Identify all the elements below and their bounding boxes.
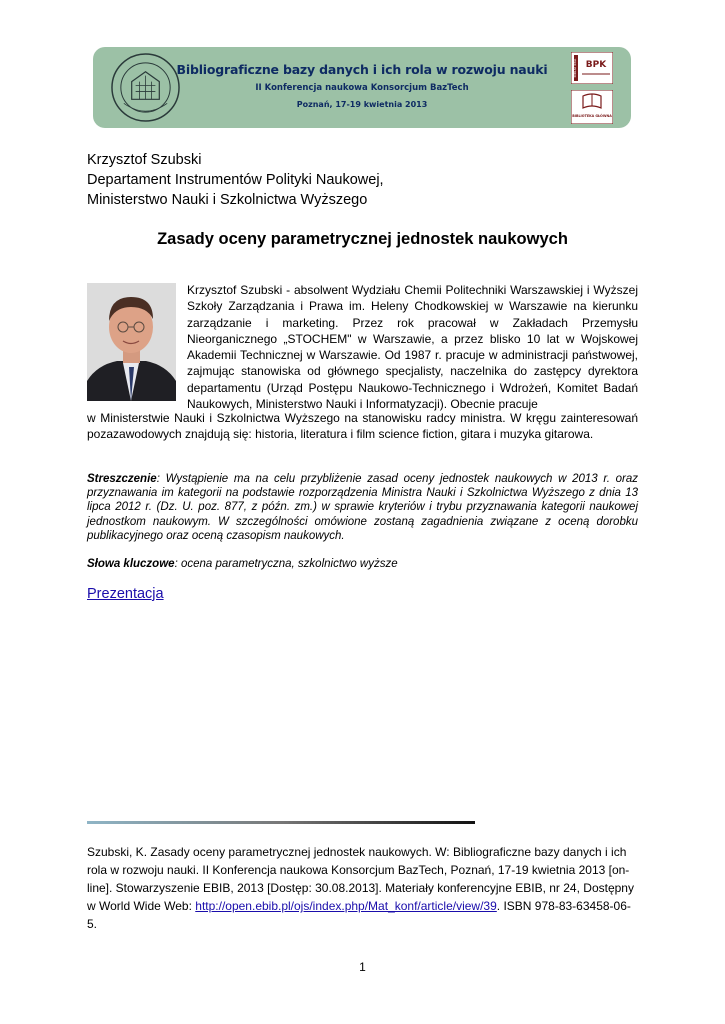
presentation-link[interactable]: Prezentacja: [87, 586, 164, 602]
biography-part-1: Krzysztof Szubski - absolwent Wydziału Chemii Politechniki Warszawskiej i Wyższej Szkoły Zarządzania i Prawa im. Heleny Chodkowskiej w Warszawie na kierunku zarządzanie i marketing. Przez rok pracował w Zakładach Przemysłu Nieorganicznego „STOCHEM" w Warszawie, a przez blisko 10 lat w Wojskowej Akademii Technicznej w Warszawie. Od 1987 r. pracuje w administracji państwowej, zajmując stanowiska od głównego specjalisty, naczelnika do zastępcy dyrektora departamentu (Urząd Postępu Naukowo-Technicznego i Wdrożeń, Komitet Badań Naukowych, Ministerstwo Nauki i Informatyzacji). Obecnie pracuje: [187, 283, 638, 412]
abstract-label: Streszczenie: [87, 473, 157, 485]
article-title: Zasady oceny parametrycznej jednostek naukowych: [157, 230, 568, 248]
author-name: Krzysztof Szubski: [87, 152, 202, 168]
biblioteka-glowna-logo-icon: [571, 90, 613, 124]
author-photo: [87, 283, 176, 401]
banner-date: Poznań, 17-19 kwietnia 2013: [296, 100, 428, 109]
abstract-text: : Wystąpienie ma na celu przybliżenie zasad oceny jednostek naukowych w 2013 r. oraz przyznawania im kategorii na podstawie rozporządzenia Ministra Nauki i Szkolnictwa Wyższego z dnia 13 lipca 2012 r. (Dz. U. poz. 877, z późn. zm.) w sprawie kryteriów i trybu przyznawania kategorii naukowej jednostkom naukowym. W szczególności omówione zostaną zagadnienia związane z oceną dorobku publikacyjnego oraz oceną czasopism naukowych.: [87, 473, 638, 542]
citation-text: Szubski, K. Zasady oceny parametrycznej jednostek naukowych. W: Bibliograficzne bazy danych i ich rola w rozwoju nauki. II Konferencja naukowa Konsorcjum BazTech, Poznań, 17-19 kwietnia 2013 [on-line]. Stowarzyszenie EBIB, 2013 [Dostęp: 30.08.2013]. Materiały konferencyjne EBIB, nr 24, Dostępny w World Wide Web:: [87, 845, 634, 913]
citation: [87, 843, 638, 933]
author-ministry: Ministerstwo Nauki i Szkolnictwa Wyższego: [87, 192, 368, 208]
author-block: [87, 150, 384, 210]
keywords-text: : ocena parametryczna, szkolnictwo wyższe: [174, 558, 398, 570]
bpk-logo-side-text: BIBLIOTEKA: [573, 58, 577, 78]
citation-isbn: . ISBN 978-83-63458-06-5.: [87, 899, 631, 931]
banner-title: Bibliograficzne bazy danych i ich rola w rozwoju nauki: [176, 62, 548, 77]
page-number: 1: [359, 960, 366, 974]
bpk-logo-icon: [571, 52, 613, 84]
citation-url-link[interactable]: http://open.ebib.pl/ojs/index.php/Mat_konf/article/view/39: [195, 899, 497, 913]
footnote-divider: [87, 821, 475, 824]
banner-subtitle: II Konferencja naukowa Konsorcjum BazTech: [255, 83, 469, 93]
biblioteka-glowna-logo-text: BIBLIOTEKA GŁÓWNA: [572, 114, 612, 118]
biography-part-2: w Ministerstwie Nauki i Szkolnictwa Wyższego na stanowisku radcy ministra. W kręgu zainteresowań pozazawodowych znajdują się: historia, literatura i film science fiction, gitara i muzyka gitarowa.: [87, 411, 638, 442]
keywords-label: Słowa kluczowe: [87, 558, 175, 570]
abstract: [87, 472, 638, 543]
author-department: Departament Instrumentów Polityki Naukowej,: [87, 172, 384, 188]
keywords: [87, 558, 398, 570]
conference-banner: [93, 47, 631, 128]
bpk-logo-text: BPK: [585, 60, 607, 70]
